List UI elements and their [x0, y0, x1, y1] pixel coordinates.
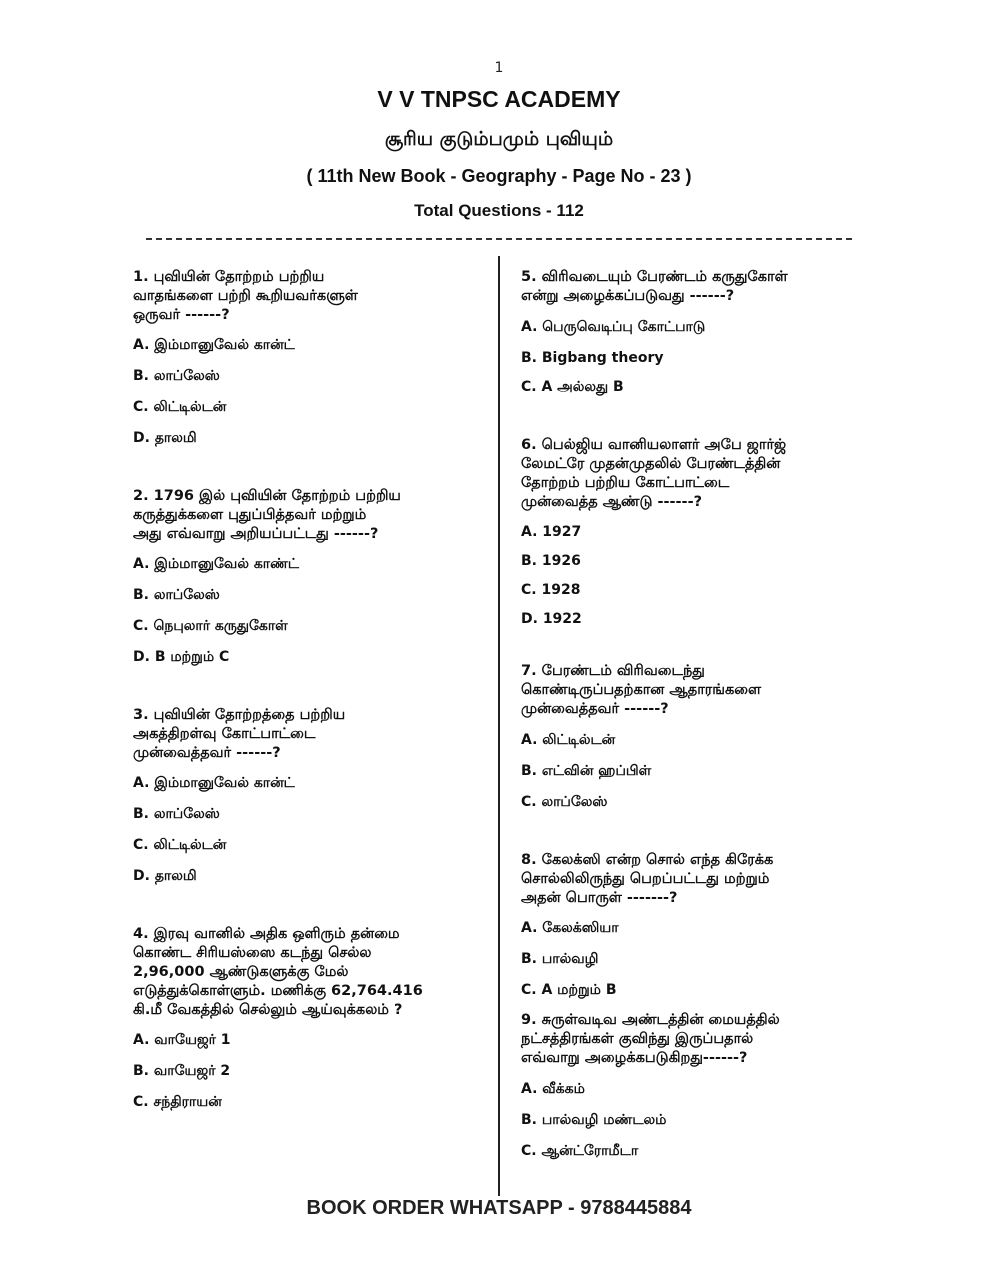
option-c: C. A மற்றும் B	[521, 982, 617, 998]
page-number: 1	[494, 60, 504, 76]
option-b: B. லாப்லேஸ்	[133, 587, 220, 603]
question-text: 7. பேரண்டம் விரிவடைந்து கொண்டிருப்பதற்கான ஆதாரங்களை முன்வைத்தவர் ------?	[521, 663, 762, 717]
academy-title: V V TNPSC ACADEMY	[377, 86, 621, 112]
question-block	[521, 268, 871, 396]
option-a: A. வாயேஜர் 1	[133, 1032, 231, 1048]
question-text: 1. புவியின் தோற்றம் பற்றிய வாதங்களை பற்றி கூறியவர்களுள் ஒருவர் ------?	[133, 269, 358, 323]
option-a: A. இம்மானுவேல் கான்ட்	[133, 337, 295, 353]
question-block	[133, 487, 483, 666]
right-column	[521, 268, 871, 1160]
question-text: 2. 1796 இல் புவியின் தோற்றம் பற்றிய கருத்துக்களை புதுப்பித்தவர் மற்றும் அது எவ்வாறு அறியப்பட்டது ------?	[133, 488, 401, 542]
option-c: C. லிட்டில்டன்	[133, 837, 227, 853]
total-questions: Total Questions - 112	[414, 201, 584, 220]
question-text: 9. சுருள்வடிவ அண்டத்தின் மையத்தில் நட்சத்திரங்கள் குவிந்து இருப்பதால் எவ்வாறு அழைக்கபடுகிறது------?	[521, 1012, 780, 1066]
question-text: 5. விரிவடையும் பேரண்டம் கருதுகோள் என்று அழைக்கப்படுவது ------?	[521, 269, 788, 304]
option-a: A. 1927	[521, 524, 582, 540]
question-text: 6. பெல்ஜிய வானியலாளர் அபே ஜார்ஜ் லேமட்ரே முதன்முதலில் பேரண்டத்தின் தோற்றம் பற்றிய கோட்பாட்டை முன்வைத்த ஆண்டு ------?	[521, 437, 787, 510]
option-c: C. 1928	[521, 582, 581, 598]
option-c: C. லிட்டில்டன்	[133, 399, 227, 415]
option-a: A. இம்மானுவேல் கான்ட்	[133, 775, 295, 791]
question-block	[521, 1011, 871, 1160]
option-a: A. பெருவெடிப்பு கோட்பாடு	[521, 319, 706, 335]
option-c: C. நெபுலார் கருதுகோள்	[133, 618, 288, 634]
question-block	[133, 925, 483, 1111]
option-a: A. இம்மானுவேல் காண்ட்	[133, 556, 300, 572]
option-d: D. B மற்றும் C	[133, 649, 230, 665]
option-b: B. லாப்லேஸ்	[133, 806, 220, 822]
option-a: A. கேலக்ஸியா	[521, 920, 619, 936]
option-b: B. பால்வழி மண்டலம்	[521, 1112, 667, 1128]
question-block	[521, 436, 871, 628]
book-reference: ( 11th New Book - Geography - Page No - 23 )	[306, 166, 692, 186]
question-block	[521, 851, 871, 999]
option-c: C. லாப்லேஸ்	[521, 794, 608, 810]
option-b: B. லாப்லேஸ்	[133, 368, 220, 384]
option-d: D. தாலமி	[133, 868, 197, 884]
column-divider	[498, 256, 500, 1196]
option-a: A. வீக்கம்	[521, 1081, 585, 1097]
option-d: D. தாலமி	[133, 430, 197, 446]
option-c: C. சந்திராயன்	[133, 1094, 222, 1110]
question-text: 4. இரவு வானில் அதிக ஒளிரும் தன்மை கொண்ட சிரியஸ்ஸை கடந்து செல்ல 2,96,000 ஆண்டுகளுக்கு மேல் எடுத்துக்கொள்ளும். மணிக்கு 62,764.416 கி.மீ வேகத்தில் செல்லும் ஆய்வுக்கலம் ?	[133, 926, 423, 1018]
option-b: B. எட்வின் ஹப்பிள்	[521, 763, 652, 779]
footer-contact: BOOK ORDER WHATSAPP - 9788445884	[306, 1197, 692, 1219]
option-b: B. பால்வழி	[521, 951, 599, 967]
option-a: A. லிட்டில்டன்	[521, 732, 616, 748]
option-b: B. Bigbang theory	[521, 350, 664, 366]
left-column	[133, 268, 483, 1111]
chapter-title: சூரிய குடும்பமும் புவியும்	[384, 128, 614, 150]
question-text: 3. புவியின் தோற்றத்தை பற்றிய அகத்திறள்வு கோட்பாட்டை முன்வைத்தவர் ------?	[133, 707, 346, 761]
question-block	[521, 662, 871, 811]
dashed-divider	[146, 238, 852, 240]
option-b: B. 1926	[521, 553, 581, 569]
question-block	[133, 706, 483, 885]
option-b: B. வாயேஜர் 2	[133, 1063, 231, 1079]
option-d: D. 1922	[521, 611, 582, 627]
question-text: 8. கேலக்ஸி என்ற சொல் எந்த கிரேக்க சொல்லிலிருந்து பெறப்பட்டது மற்றும் அதன் பொருள் -------?	[521, 852, 774, 906]
option-c: C. ஆன்ட்ரோமீடா	[521, 1143, 639, 1159]
question-block	[133, 268, 483, 447]
option-c: C. A அல்லது B	[521, 379, 624, 395]
